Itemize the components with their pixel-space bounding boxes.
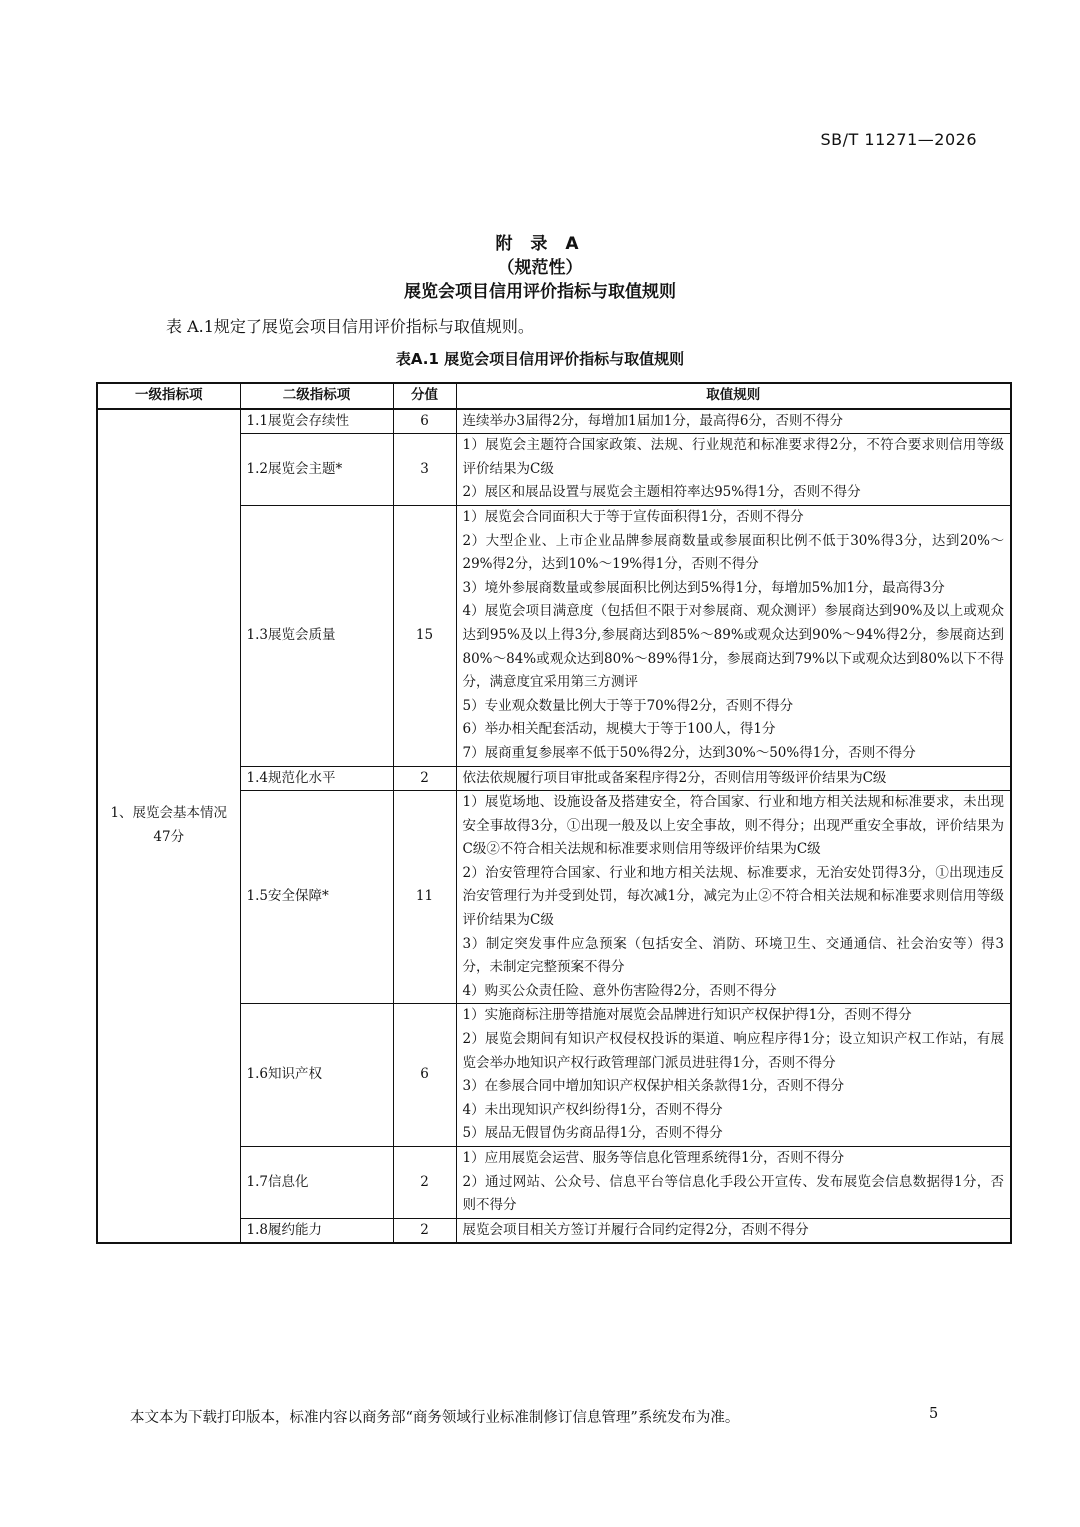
level2-indicator: 1.4规范化水平: [240, 766, 393, 791]
rule-item: 2）展区和展品设置与展览会主题相符率达95%得1分，否则不得分: [462, 484, 861, 501]
rules-cell: [456, 1004, 1011, 1147]
intro-paragraph: 表 A.1规定了展览会项目信用评价指标与取值规则。: [166, 317, 534, 336]
rules-cell: [456, 1218, 1011, 1243]
rules-cell: [456, 434, 1011, 506]
rules-cell: [456, 766, 1011, 791]
rule-item: 3）在参展合同中增加知识产权保护相关条款得1分，否则不得分: [462, 1078, 845, 1095]
level2-indicator: 1.6知识产权: [240, 1004, 393, 1147]
score-cell: 15: [393, 505, 456, 766]
table-caption: 表A.1 展览会项目信用评价指标与取值规则: [395, 350, 685, 368]
rule-item: 1）展览会主题符合国家政策、法规、行业规范和标准要求得2分，不符合要求则信用等级评价结果为C级: [462, 437, 1004, 477]
column-header: 分值: [393, 383, 456, 409]
appendix-label: 附 录 A: [495, 234, 585, 254]
rule-item: 4）未出现知识产权纠纷得1分，否则不得分: [462, 1101, 723, 1118]
table-header-row: [97, 383, 1011, 409]
level2-indicator: 1.3展览会质量: [240, 505, 393, 766]
rule-item: 4）展览会项目满意度（包括但不限于对参展商、观众测评）参展商达到90%及以上或观众达到95%及以上得3分,参展商达到85%～89%或观众达到90%～94%得2分，参展商达到80%～84%或观众达到80%～89%得1分，参展商达到79%以下或观众达到80%以下不得分，满意度宜采用第三方测评: [462, 603, 1004, 691]
score-cell: 2: [393, 766, 456, 791]
rule-item: 3）制定突发事件应急预案（包括安全、消防、环境卫生、交通通信、社会治安等）得3分，未制定完整预案不得分: [462, 935, 1004, 976]
score-cell: 11: [393, 791, 456, 1004]
rule-item: 5）专业观众数量比例大于等于70%得2分，否则不得分: [462, 697, 794, 714]
rule-item: 1）展览会合同面积大于等于宣传面积得1分，否则不得分: [462, 508, 804, 525]
score-cell: 3: [393, 434, 456, 506]
level2-indicator: 1.5安全保障*: [240, 791, 393, 1004]
rule-item: 5）展品无假冒伪劣商品得1分，否则不得分: [462, 1125, 723, 1142]
score-cell: 2: [393, 1218, 456, 1243]
footer-note: 本文本为下载打印版本，标准内容以商务部“商务领域行业标准制修订信息管理”系统发布为准。: [130, 1410, 740, 1426]
appendix-title: 展览会项目信用评价指标与取值规则: [404, 282, 676, 302]
column-header: 一级指标项: [97, 383, 240, 409]
score-cell: 6: [393, 1004, 456, 1147]
rule-item: 7）展商重复参展率不低于50%得2分，达到30%～50%得1分，否则不得分: [462, 744, 916, 761]
rule-item: 4）购买公众责任险、意外伤害险得2分，否则不得分: [462, 982, 777, 999]
level1-indicator: 1、展览会基本情况47分: [97, 409, 240, 1244]
column-header: 取值规则: [456, 383, 1011, 409]
level2-indicator: 1.2展览会主题*: [240, 434, 393, 506]
evaluation-table: [96, 382, 1012, 1244]
rule-item: 3）境外参展商数量或参展面积比例达到5%得1分，每增加5%加1分，最高得3分: [462, 579, 945, 596]
rule-item: 2）通过网站、公众号、信息平台等信息化手段公开宣传、发布展览会信息数据得1分，否则不得分: [462, 1173, 1004, 1214]
score-cell: 6: [393, 409, 456, 434]
rule-item: 依法依规履行项目审批或备案程序得2分，否则信用等级评价结果为C级: [462, 769, 887, 786]
rules-cell: [456, 791, 1011, 1004]
rule-item: 连续举办3届得2分，每增加1届加1分，最高得6分，否则不得分: [462, 412, 843, 429]
level2-indicator: 1.1展览会存续性: [240, 409, 393, 434]
page-number: 5: [929, 1406, 939, 1422]
rule-item: 2）治安管理符合国家、行业和地方相关法规、标准要求，无治安处罚得3分，①出现违反治安管理行为并受到处罚，每次减1分，减完为止②不符合相关法规和标准要求则信用等级评价结果为C级: [462, 864, 1004, 929]
rule-item: 6）举办相关配套活动，规模大于等于100人，得1分: [462, 721, 776, 738]
rule-item: 2）展览会期间有知识产权侵权投诉的渠道、响应程序得1分；设立知识产权工作站，有展览会举办地知识产权行政管理部门派员进驻得1分，否则不得分: [462, 1031, 1004, 1071]
rules-cell: [456, 1147, 1011, 1219]
rule-item: 1）展览场地、设施设备及搭建安全，符合国家、行业和地方相关法规和标准要求，未出现安全事故得3分，①出现一般及以上安全事故，则不得分；出现严重安全事故，评价结果为C级②不符合相关法规和标准要求则信用等级评价结果为C级: [462, 794, 1004, 858]
column-header: 二级指标项: [240, 383, 393, 409]
level2-indicator: 1.8履约能力: [240, 1218, 393, 1243]
rules-cell: [456, 409, 1011, 434]
rules-cell: [456, 505, 1011, 766]
score-cell: 2: [393, 1147, 456, 1219]
standard-code: SB/T 11271—2026: [820, 130, 977, 149]
appendix-nature: （规范性）: [497, 258, 583, 278]
rule-item: 展览会项目相关方签订并履行合同约定得2分，否则不得分: [462, 1221, 809, 1238]
table-body: [97, 409, 1011, 1244]
rule-item: 1）应用展览会运营、服务等信息化管理系统得1分，否则不得分: [462, 1150, 845, 1166]
rule-item: 2）大型企业、上市企业品牌参展商数量或参展面积比例不低于30%得3分，达到20%～29%得2分，达到10%～19%得1分，否则不得分: [462, 532, 1004, 573]
level2-indicator: 1.7信息化: [240, 1147, 393, 1219]
table-row: [97, 409, 1011, 434]
rule-item: 1）实施商标注册等措施对展览会品牌进行知识产权保护得1分，否则不得分: [462, 1007, 912, 1024]
